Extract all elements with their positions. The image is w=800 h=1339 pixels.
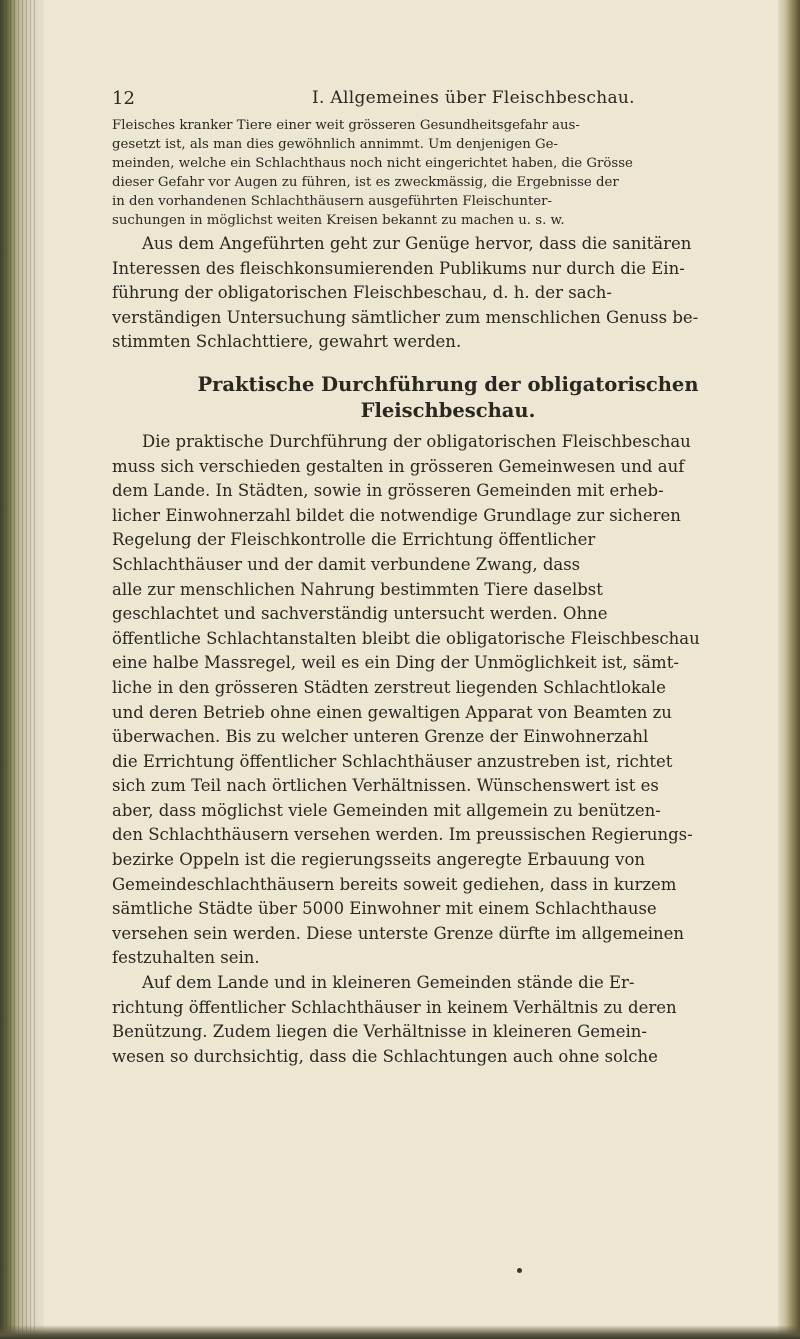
text-line: licher Einwohnerzahl bildet die notwendige Grundlage zur sicheren xyxy=(112,505,681,525)
text-line: Schlachthäuser und der damit verbundene Zwang, dass xyxy=(112,554,581,574)
text-line: meinden, welche ein Schlachthaus noch nicht eingerichtet haben, die Grösse xyxy=(112,156,633,171)
text-line: Benützung. Zudem liegen die Verhältnisse in kleineren Gemein- xyxy=(112,1022,647,1042)
paragraph-4 xyxy=(112,971,784,1069)
text-line: Auf dem Lande und in kleineren Gemeinden stände die Er- xyxy=(142,973,635,993)
heading-line: Praktische Durchführung der obligatorischen xyxy=(197,372,699,396)
text-line: dieser Gefahr vor Augen zu führen, ist es zweckmässig, die Ergebnisse der xyxy=(112,175,619,190)
text-line: stimmten Schlachttiere, gewahrt werden. xyxy=(112,332,462,352)
text-line: gesetzt ist, als man dies gewöhnlich annimmt. Um denjenigen Ge- xyxy=(112,137,559,152)
page-dot-mark xyxy=(517,1268,522,1273)
text-line: überwachen. Bis zu welcher unteren Grenze der Einwohnerzahl xyxy=(112,727,649,747)
text-line: führung der obligatorischen Fleischbeschau, d. h. der sach- xyxy=(112,283,613,303)
text-line: Interessen des fleischkonsumierenden Publikums nur durch die Ein- xyxy=(112,258,685,278)
section-heading xyxy=(112,372,784,424)
page-header xyxy=(112,88,784,116)
text-line: Aus dem Angeführten geht zur Genüge hervor, dass die sanitären xyxy=(142,234,692,253)
text-line: alle zur menschlichen Nahrung bestimmten Tiere daselbst xyxy=(112,579,603,599)
page-stack-lines xyxy=(6,0,36,1339)
running-head: I. Allgemeines über Fleischbeschau. xyxy=(312,88,635,108)
text-line: Die praktische Durchführung der obligatorischen Fleischbeschau xyxy=(142,431,691,451)
text-line: eine halbe Massregel, weil es ein Ding der Unmöglichkeit ist, sämt- xyxy=(112,653,679,673)
text-line: und deren Betrieb ohne einen gewaltigen Apparat von Beamten zu xyxy=(112,702,672,722)
text-line: aber, dass möglichst viele Gemeinden mit allgemein zu benützen- xyxy=(112,800,661,820)
page-number: 12 xyxy=(112,88,135,109)
paragraph-1 xyxy=(112,116,784,230)
text-line: versehen sein werden. Diese unterste Grenze dürfte im allgemeinen xyxy=(112,923,685,943)
text-line: richtung öffentlicher Schlachthäuser in keinem Verhältnis zu deren xyxy=(112,997,677,1017)
text-line: öffentliche Schlachtanstalten bleibt die obligatorische Fleischbeschau xyxy=(112,628,700,648)
text-line: sich zum Teil nach örtlichen Verhältnissen. Wünschenswert ist es xyxy=(112,776,659,796)
text-line: suchungen in möglichst weiten Kreisen bekannt zu machen u. s. w. xyxy=(112,213,565,228)
text-line: muss sich verschieden gestalten in grösseren Gemeinwesen und auf xyxy=(112,456,685,476)
text-line: geschlachtet und sachverständig untersucht werden. Ohne xyxy=(112,604,608,624)
text-line: bezirke Oppeln ist die regierungsseits angeregte Erbauung von xyxy=(112,850,646,870)
text-line: festzuhalten sein. xyxy=(112,948,260,968)
book-edge-bottom xyxy=(0,1325,800,1339)
text-line: den Schlachthäusern versehen werden. Im preussischen Regierungs- xyxy=(112,825,693,845)
paragraph-3 xyxy=(112,430,784,971)
text-line: in den vorhandenen Schlachthäusern ausgeführten Fleischunter- xyxy=(112,194,553,209)
text-line: die Errichtung öffentlicher Schlachthäuser anzustreben ist, richtet xyxy=(112,751,673,771)
text-line: Fleisches kranker Tiere einer weit grösseren Gesundheitsgefahr aus- xyxy=(112,118,580,133)
heading-line: Fleischbeschau. xyxy=(360,398,536,422)
text-line: Gemeindeschlachthäusern bereits soweit gediehen, dass in kurzem xyxy=(112,874,677,894)
text-line: verständigen Untersuchung sämtlicher zum menschlichen Genuss be- xyxy=(112,307,699,327)
text-line: liche in den grösseren Städten zerstreut liegenden Schlachtlokale xyxy=(112,677,666,697)
paragraph-2 xyxy=(112,232,784,355)
text-line: wesen so durchsichtig, dass die Schlachtungen auch ohne solche xyxy=(112,1046,658,1066)
text-line: Regelung der Fleischkontrolle die Errichtung öffentlicher xyxy=(112,530,596,550)
text-line: sämtliche Städte über 5000 Einwohner mit einem Schlachthause xyxy=(112,899,657,919)
book-page xyxy=(112,88,784,1069)
text-line: dem Lande. In Städten, sowie in grösseren Gemeinden mit erheb- xyxy=(112,481,664,501)
